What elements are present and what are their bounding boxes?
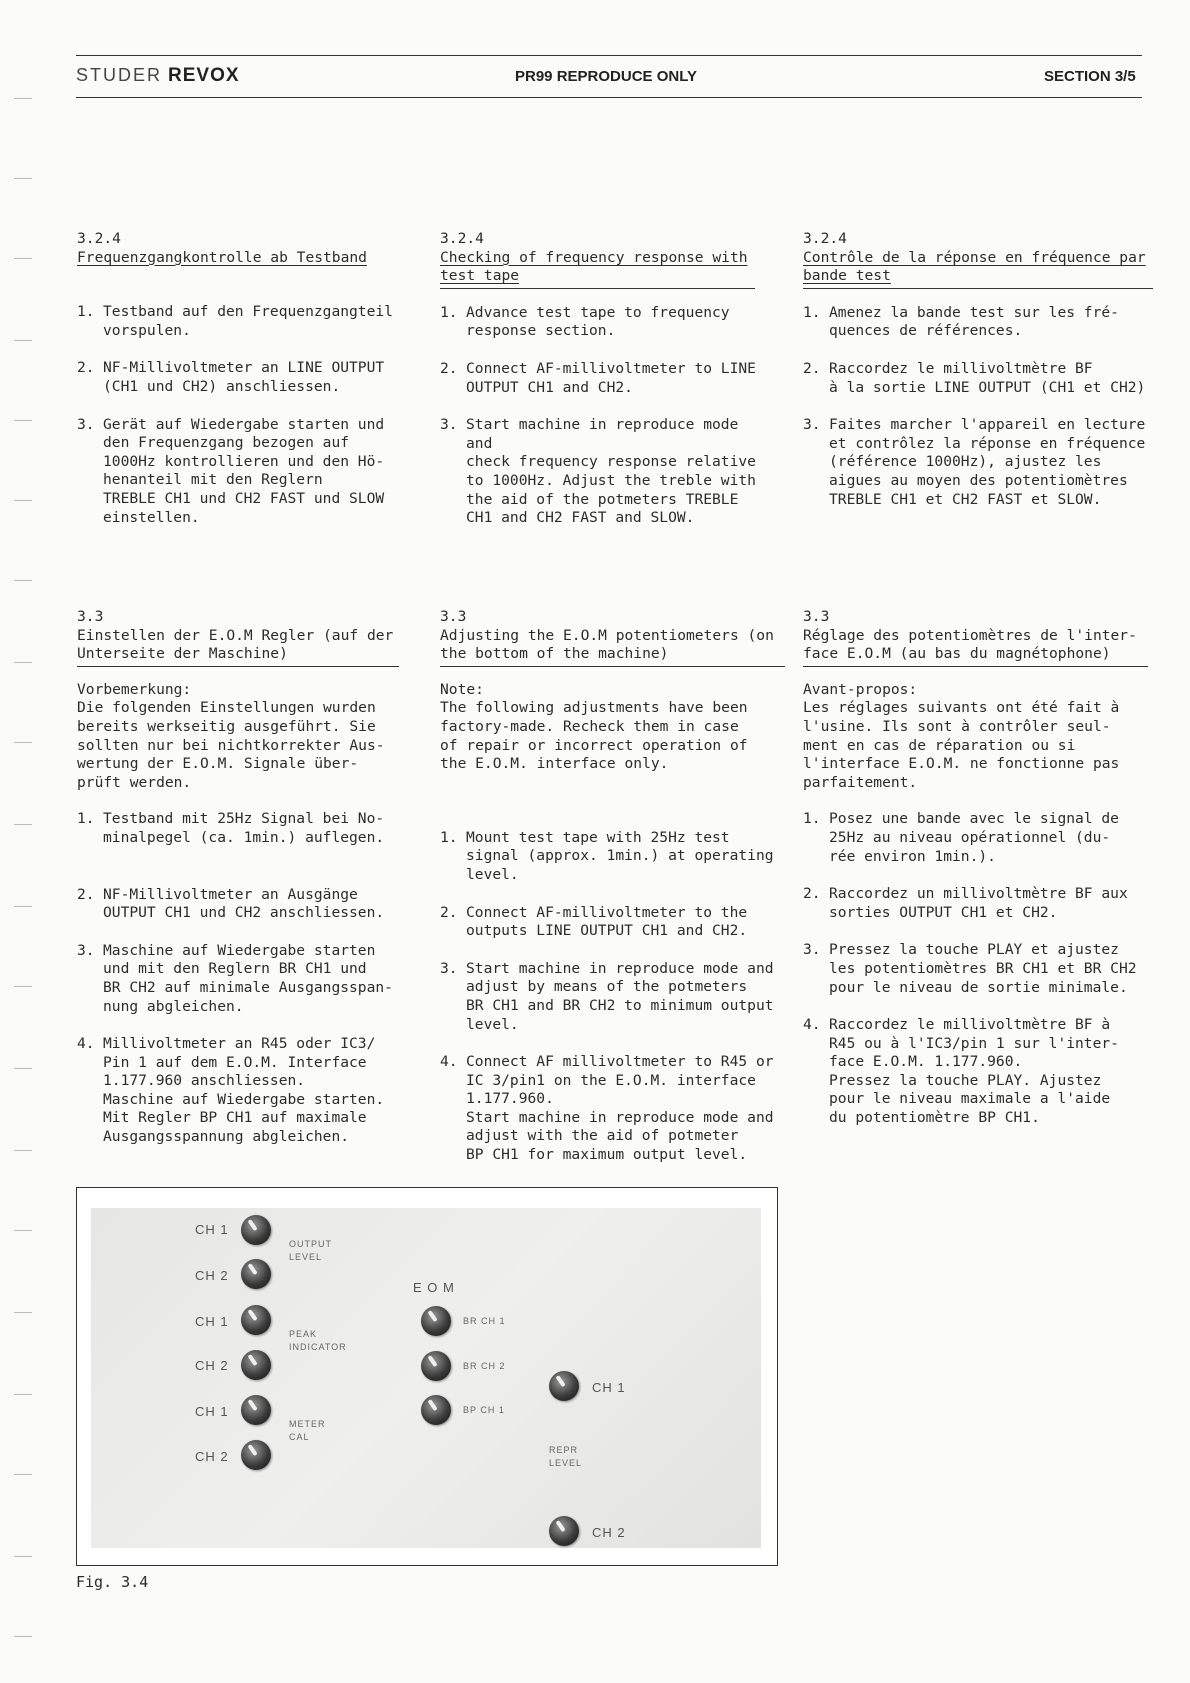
br-ch2-label: BR CH 2	[463, 1361, 506, 1371]
list-item: 2. Connect AF-millivoltmeter to LINE OUTPUT CH1 and CH2.	[440, 359, 756, 396]
section-number: SECTION 3/5	[1044, 68, 1136, 85]
logo-revox: REVOX	[168, 65, 240, 86]
bp-ch1-knob[interactable]	[421, 1395, 451, 1425]
label-peak-ch2: CH 2	[195, 1358, 229, 1373]
label-meter-ch2: CH 2	[195, 1449, 229, 1464]
section-title: Checking of frequency response with test tape	[440, 248, 748, 285]
label-peak-ch1: CH 1	[195, 1314, 229, 1329]
list-item: 3. Gerät auf Wiedergabe starten und den Frequenzgang bezogen auf 1000Hz kontrollieren und den Hö- henanteil mit den Reglern TREBLE CH1 und CH2 FAST und SLOW einstellen.	[77, 415, 385, 526]
list-item: 1. Testband auf den Frequenzgangteil vorspulen.	[77, 303, 393, 339]
list-item: 1. Advance test tape to frequency response section.	[440, 303, 730, 340]
bp-ch1-label: BP CH 1	[463, 1405, 505, 1415]
label-output-ch1: CH 1	[195, 1222, 229, 1237]
list-item: 3. Start machine in reproduce mode and check frequency response relative to 1000Hz. Adjust the treble with the aid of the potmeters TREBLE CH1 and CH2 FAST and SLOW.	[440, 416, 756, 527]
repr-ch2-label: CH 2	[592, 1525, 626, 1540]
repr-level-ch1-knob[interactable]	[549, 1371, 579, 1401]
output-level-ch1-knob[interactable]	[241, 1215, 271, 1245]
list-item: 2. Raccordez un millivoltmètre BF aux sorties OUTPUT CH1 et CH2.	[803, 885, 1128, 921]
list-item: 1. Amenez la bande test sur les fré- quences de références.	[803, 303, 1119, 340]
brand-logo	[76, 65, 240, 87]
output-level-label: OUTPUT LEVEL	[289, 1239, 332, 1262]
label-meter-ch1: CH 1	[195, 1404, 229, 1419]
sec33-en	[440, 608, 785, 1165]
figure-3-4	[76, 1187, 778, 1566]
list-item: 1. Mount test tape with 25Hz test signal (approx. 1min.) at operating level.	[440, 828, 774, 883]
section-number: 3.3	[77, 608, 104, 625]
repr-ch1-label: CH 1	[592, 1380, 626, 1395]
list-item: 2. Raccordez le millivoltmètre BF à la sortie LINE OUTPUT (CH1 et CH2)	[803, 359, 1146, 396]
meter-cal-label: METER CAL	[289, 1419, 326, 1442]
section-title: Réglage des potentiomètres de l'inter-face E.O.M (au bas du magnétophone)	[803, 626, 1137, 663]
sec324-de	[77, 230, 399, 527]
logo-studer: STUDER	[76, 65, 163, 85]
list-item: 4. Connect AF millivoltmeter to R45 or IC 3/pin1 on the E.O.M. interface 1.177.960. Start machine in reproduce mode and adjust with the aid of potmeter BP CH1 for maximum output level.	[440, 1053, 774, 1164]
br-ch1-knob[interactable]	[421, 1306, 451, 1336]
list-item: 3. Pressez la touche PLAY et ajustez les potentiomètres BR CH1 et BR CH2 pour le niveau de sortie minimale.	[803, 941, 1137, 996]
control-panel-photo	[91, 1208, 761, 1548]
sec324-en	[440, 230, 762, 528]
header-top-rule	[76, 55, 1142, 56]
peak-indicator-ch2-knob[interactable]	[241, 1350, 271, 1380]
note: Avant-propos: Les réglages suivants ont été fait à l'usine. Ils sont à contrôler seul- ment en cas de réparation ou si l'interface E.O.M. ne fonctionne pas parfaitement.	[803, 680, 1120, 791]
label-output-ch2: CH 2	[195, 1268, 229, 1283]
header-bottom-rule	[76, 97, 1142, 98]
section-title: Adjusting the E.O.M potentiometers (on the bottom of the machine)	[440, 626, 774, 663]
section-number: 3.2.4	[803, 230, 847, 247]
section-title: Frequenzgangkontrolle ab Testband	[77, 248, 367, 266]
section-title: Einstellen der E.O.M Regler (auf der Unterseite der Maschine)	[77, 626, 394, 663]
section-title: Contrôle de la réponse en fréquence par bande test	[803, 248, 1146, 285]
note: Note: The following adjustments have been factory-made. Recheck them in case of repair or incorrect operation of the E.O.M. interface only.	[440, 680, 748, 773]
section-number: 3.2.4	[440, 230, 484, 247]
repr-level-label: REPR LEVEL	[549, 1445, 583, 1468]
meter-cal-ch2-knob[interactable]	[241, 1440, 271, 1470]
page-title: PR99 REPRODUCE ONLY	[515, 68, 697, 85]
br-ch2-knob[interactable]	[421, 1351, 451, 1381]
list-item: 1. Testband mit 25Hz Signal bei No- minalpegel (ca. 1min.) auflegen.	[77, 810, 385, 846]
list-item: 1. Posez une bande avec le signal de 25Hz au niveau opérationnel (du- rée environ 1min.).	[803, 810, 1119, 865]
peak-indicator-ch1-knob[interactable]	[241, 1305, 271, 1335]
list-item: 2. NF-Millivoltmeter an Ausgänge OUTPUT CH1 und CH2 anschliessen.	[77, 885, 385, 922]
peak-indicator-label: PEAK INDICATOR	[289, 1329, 347, 1352]
list-item: 3. Faites marcher l'appareil en lecture et contrôlez la réponse en fréquence (référence 1000Hz), ajustez les aigues au moyen des potentiomètres TREBLE CH1 et CH2 FAST et SLOW.	[803, 416, 1146, 508]
sec33-de	[77, 608, 399, 1147]
eom-label: E O M	[413, 1280, 455, 1295]
list-item: 2. NF-Millivoltmeter an LINE OUTPUT (CH1 und CH2) anschliessen.	[77, 359, 385, 395]
note: Vorbemerkung: Die folgenden Einstellungen wurden bereits werkseitig ausgeführt. Sie sollten nur bei nichtkorrekter Aus- wertung der E.O.M. Signale über- prüft werden.	[77, 680, 385, 791]
output-level-ch2-knob[interactable]	[241, 1259, 271, 1289]
list-item: 2. Connect AF-millivoltmeter to the outputs LINE OUTPUT CH1 and CH2.	[440, 903, 748, 940]
list-item: 3. Maschine auf Wiedergabe starten und mit den Reglern BR CH1 und BR CH2 auf minimale Ausgangsspan- nung abgleichen.	[77, 941, 393, 1015]
list-item: 4. Millivoltmeter an R45 oder IC3/ Pin 1 auf dem E.O.M. Interface 1.177.960 anschliessen. Maschine auf Wiedergabe starten. Mit Regler BP CH1 auf maximale Ausgangsspannung abgleichen.	[77, 1035, 385, 1146]
sec324-fr	[803, 230, 1153, 509]
section-number: 3.2.4	[77, 230, 121, 247]
list-item: 4. Raccordez le millivoltmètre BF à R45 ou à l'IC3/pin 1 sur l'inter- face E.O.M. 1.177.960. Pressez la touche PLAY. Ajustez pour le niveau maximale a l'aide du potentiomètre BP CH1.	[803, 1016, 1119, 1127]
section-number: 3.3	[440, 608, 467, 625]
repr-level-ch2-knob[interactable]	[549, 1516, 579, 1546]
list-item: 3. Start machine in reproduce mode and adjust by means of the potmeters BR CH1 and BR CH2 to minimum output level.	[440, 959, 774, 1033]
br-ch1-label: BR CH 1	[463, 1316, 506, 1326]
meter-cal-ch1-knob[interactable]	[241, 1395, 271, 1425]
section-number: 3.3	[803, 608, 830, 625]
figure-caption: Fig. 3.4	[76, 1573, 149, 1591]
sec33-fr	[803, 608, 1148, 1128]
